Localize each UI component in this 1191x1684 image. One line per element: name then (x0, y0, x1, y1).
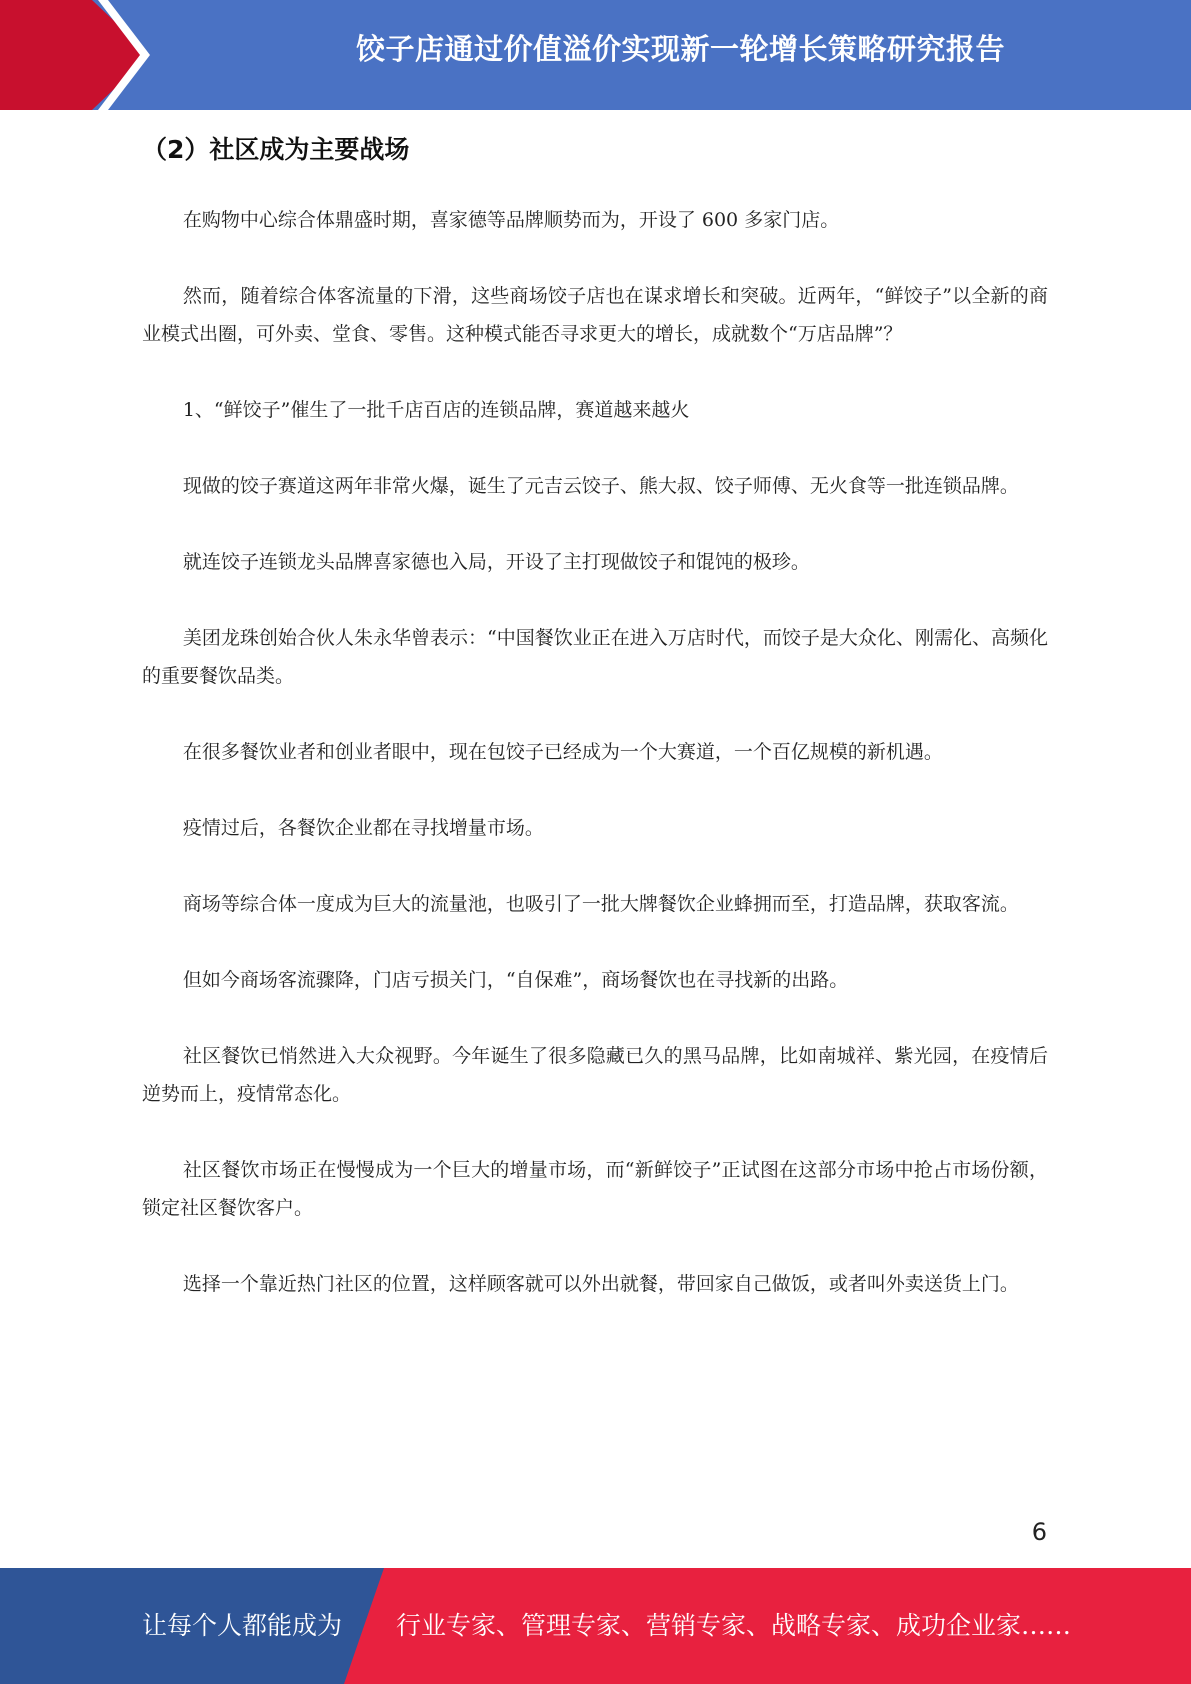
paragraph: 现做的饺子赛道这两年非常火爆，诞生了元吉云饺子、熊大叔、饺子师傅、无火食等一批连锁品牌。 (182, 475, 1019, 497)
footer-slogan-left: 让每个人都能成为 (142, 1611, 343, 1640)
paragraph: 商场等综合体一度成为巨大的流量池，也吸引了一批大牌餐饮企业蜂拥而至，打造品牌，获取客流。 (182, 893, 1019, 915)
header-arrow-decoration (0, 0, 160, 110)
paragraph: 就连饺子连锁龙头品牌喜家德也入局，开设了主打现做饺子和馄饨的极珍。 (182, 551, 810, 573)
paragraph: 社区餐饮市场正在慢慢成为一个巨大的增量市场，而“新鲜饺子”正试图在这部分市场中抢占市场份额，锁定社区餐饮客户。 (142, 1159, 1048, 1219)
section-heading: （2）社区成为主要战场 (142, 135, 410, 164)
paragraph: 美团龙珠创始合伙人朱永华曾表示：“中国餐饮业正在进入万店时代，而饺子是大众化、刚需化、高频化的重要餐饮品类。 (142, 627, 1048, 687)
paragraph: 社区餐饮已悄然进入大众视野。今年诞生了很多隐藏已久的黑马品牌，比如南城祥、紫光园，在疫情后逆势而上，疫情常态化。 (142, 1045, 1048, 1105)
subheading-paragraph: 1、“鲜饺子”催生了一批千店百店的连锁品牌，赛道越来越火 (182, 399, 690, 421)
footer-slogan-right: 行业专家、管理专家、营销专家、战略专家、成功企业家…… (396, 1611, 1072, 1640)
paragraph: 在购物中心综合体鼎盛时期，喜家德等品牌顺势而为，开设了 600 多家门店。 (182, 209, 840, 231)
report-title: 饺子店通过价值溢价实现新一轮增长策略研究报告 (355, 32, 1005, 66)
paragraph: 选择一个靠近热门社区的位置，这样顾客就可以外出就餐，带回家自己做饭，或者叫外卖送货上门。 (182, 1273, 1019, 1295)
page-number: 6 (1031, 1518, 1047, 1546)
paragraph: 在很多餐饮业者和创业者眼中，现在包饺子已经成为一个大赛道，一个百亿规模的新机遇。 (182, 741, 943, 763)
document-body (142, 130, 1048, 1341)
paragraph: 然而，随着综合体客流量的下滑，这些商场饺子店也在谋求增长和突破。近两年，“鲜饺子”以全新的商业模式出圈，可外卖、堂食、零售。这种模式能否寻求更大的增长，成就数个“万店品牌”？ (142, 285, 1048, 345)
page-footer (0, 1568, 1191, 1684)
paragraph: 但如今商场客流骤降，门店亏损关门，“自保难”，商场餐饮也在寻找新的出路。 (182, 969, 849, 991)
paragraph: 疫情过后，各餐饮企业都在寻找增量市场。 (182, 817, 544, 839)
header-arrow-red (0, 0, 150, 110)
page-header (0, 0, 1191, 110)
